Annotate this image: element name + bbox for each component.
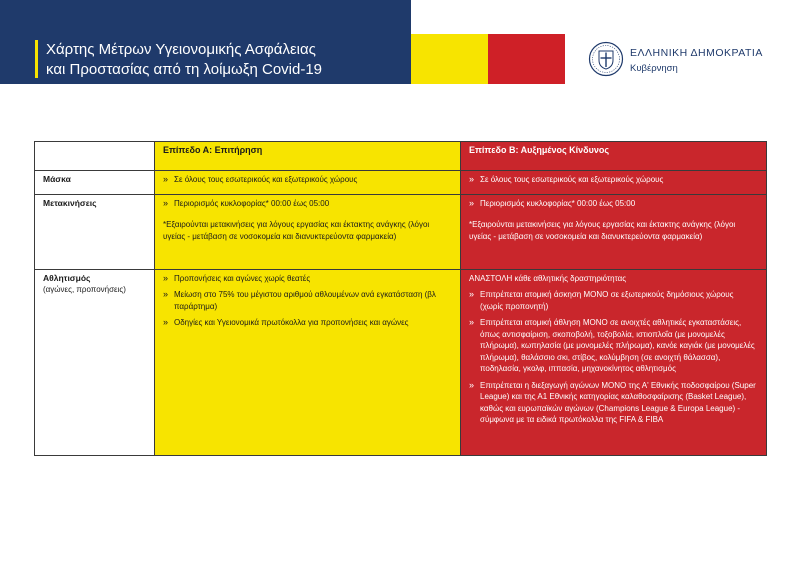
sport-suspension-note: ΑΝΑΣΤΟΛΗ κάθε αθλητικής δραστηριότητας <box>469 273 627 283</box>
cell-movement-level-a <box>155 194 461 269</box>
government-name: ΕΛΛΗΝΙΚΗ ΔΗΜΟΚΡΑΤΙΑ <box>630 47 763 59</box>
movement-note-b: *Εξαιρούνται μετακινήσεις για λόγους εργασίας και έκτακτης ανάγκης (λόγοι υγείας - μετάβαση σε νοσοκομεία και διανυκτερεύοντα φαρμακεία) <box>469 220 736 241</box>
page-title-line1: Χάρτης Μέτρων Υγειονομικής Ασφάλειας <box>46 41 316 58</box>
cell-mask-level-b <box>461 171 767 195</box>
row-label-movement: Μετακινήσεις <box>35 194 155 269</box>
page-title <box>46 40 322 80</box>
red-color-block <box>488 34 565 84</box>
title-banner <box>0 0 411 84</box>
title-accent-bar <box>35 40 38 78</box>
list-item: » Επιτρέπεται ατομική άσκηση ΜΟΝΟ σε εξωτερικούς δημόσιους χώρους (χωρίς προπονητή) <box>469 289 734 311</box>
sport-sublabel: (αγώνες, προπονήσεις) <box>43 285 126 294</box>
row-label-sport <box>35 269 155 455</box>
header-level-a: Επίπεδο Α: Επιτήρηση <box>155 142 461 171</box>
list-item: » Οδηγίες και Υγειονομικά πρωτόκολλα για προπονήσεις και αγώνες <box>163 317 409 327</box>
list-item: » Σε όλους τους εσωτερικούς και εξωτερικούς χώρους <box>469 174 664 184</box>
header-empty-cell <box>35 142 155 171</box>
cell-sport-level-a <box>155 269 461 455</box>
list-item: » Μείωση στο 75% του μέγιστου αριθμού αθλουμένων ανά εγκατάσταση (βλ παράρτημα) <box>163 289 436 311</box>
list-item: » Περιορισμός κυκλοφορίας* 00:00 έως 05:00 <box>163 197 330 208</box>
header-level-b: Επίπεδο Β: Αυξημένος Κίνδυνος <box>461 142 767 171</box>
list-item: » Περιορισμός κυκλοφορίας* 00:00 έως 05:00 <box>469 197 636 208</box>
sport-label: Αθλητισμός <box>43 272 91 283</box>
list-item: » Επιτρέπεται η διεξαγωγή αγώνων ΜΟΝΟ της Α' Εθνικής ποδοσφαίρου (Super League) και της Α1 Εθνικής κατηγορίας καλαθοσφαίρισης (Basket League), καθώς και ευρωπαϊκών αγώνων (Champions League & Europa League) - σύμφωνα με τα ειδικά πρωτόκολλα της FIFA & FIBA <box>469 379 756 424</box>
movement-note-a: *Εξαιρούνται μετακινήσεις για λόγους εργασίας και έκτακτης ανάγκης (λόγοι υγείας - μετάβαση σε νοσοκομεία και διανυκτερεύοντα φαρμακεία) <box>163 220 430 241</box>
government-subtitle: Κυβέρνηση <box>630 63 678 74</box>
list-item: » Σε όλους τους εσωτερικούς και εξωτερικούς χώρους <box>163 174 358 184</box>
cell-sport-level-b <box>461 269 767 455</box>
cell-movement-level-b <box>461 194 767 269</box>
list-item: » Προπονήσεις και αγώνες χωρίς θεατές <box>163 272 311 283</box>
measures-table <box>34 141 767 456</box>
cell-mask-level-a <box>155 171 461 195</box>
page-title-line2: και Προστασίας από τη λοίμωξη Covid-19 <box>46 61 323 78</box>
row-label-mask: Μάσκα <box>35 171 155 195</box>
yellow-color-block <box>411 34 488 84</box>
table-header-row <box>35 142 767 171</box>
table-row-sport <box>35 269 767 455</box>
government-logo <box>588 41 778 79</box>
greek-coat-of-arms-icon <box>588 41 624 77</box>
list-item: » Επιτρέπεται ατομική άθληση ΜΟΝΟ σε ανοιχτές αθλητικές εγκαταστάσεις, όπως αντισφαίριση, σκοποβολή, τοξοβολία, ιστιοπλοΐα (με μονομελές πλήρωμα), κωπηλασία (με μονομελές πλήρωμα), κανόε καγιάκ (με μονομελές πλήρωμα), θαλάσσιο σκι, στίβος, κολύμβηση (σε ανοιχτή θάλασσα), ποδηλασία, γκολφ, ιππασία, μηχανοκίνητος αθλητισμός <box>469 317 755 373</box>
table-row-movement <box>35 194 767 269</box>
table-row-mask <box>35 171 767 195</box>
